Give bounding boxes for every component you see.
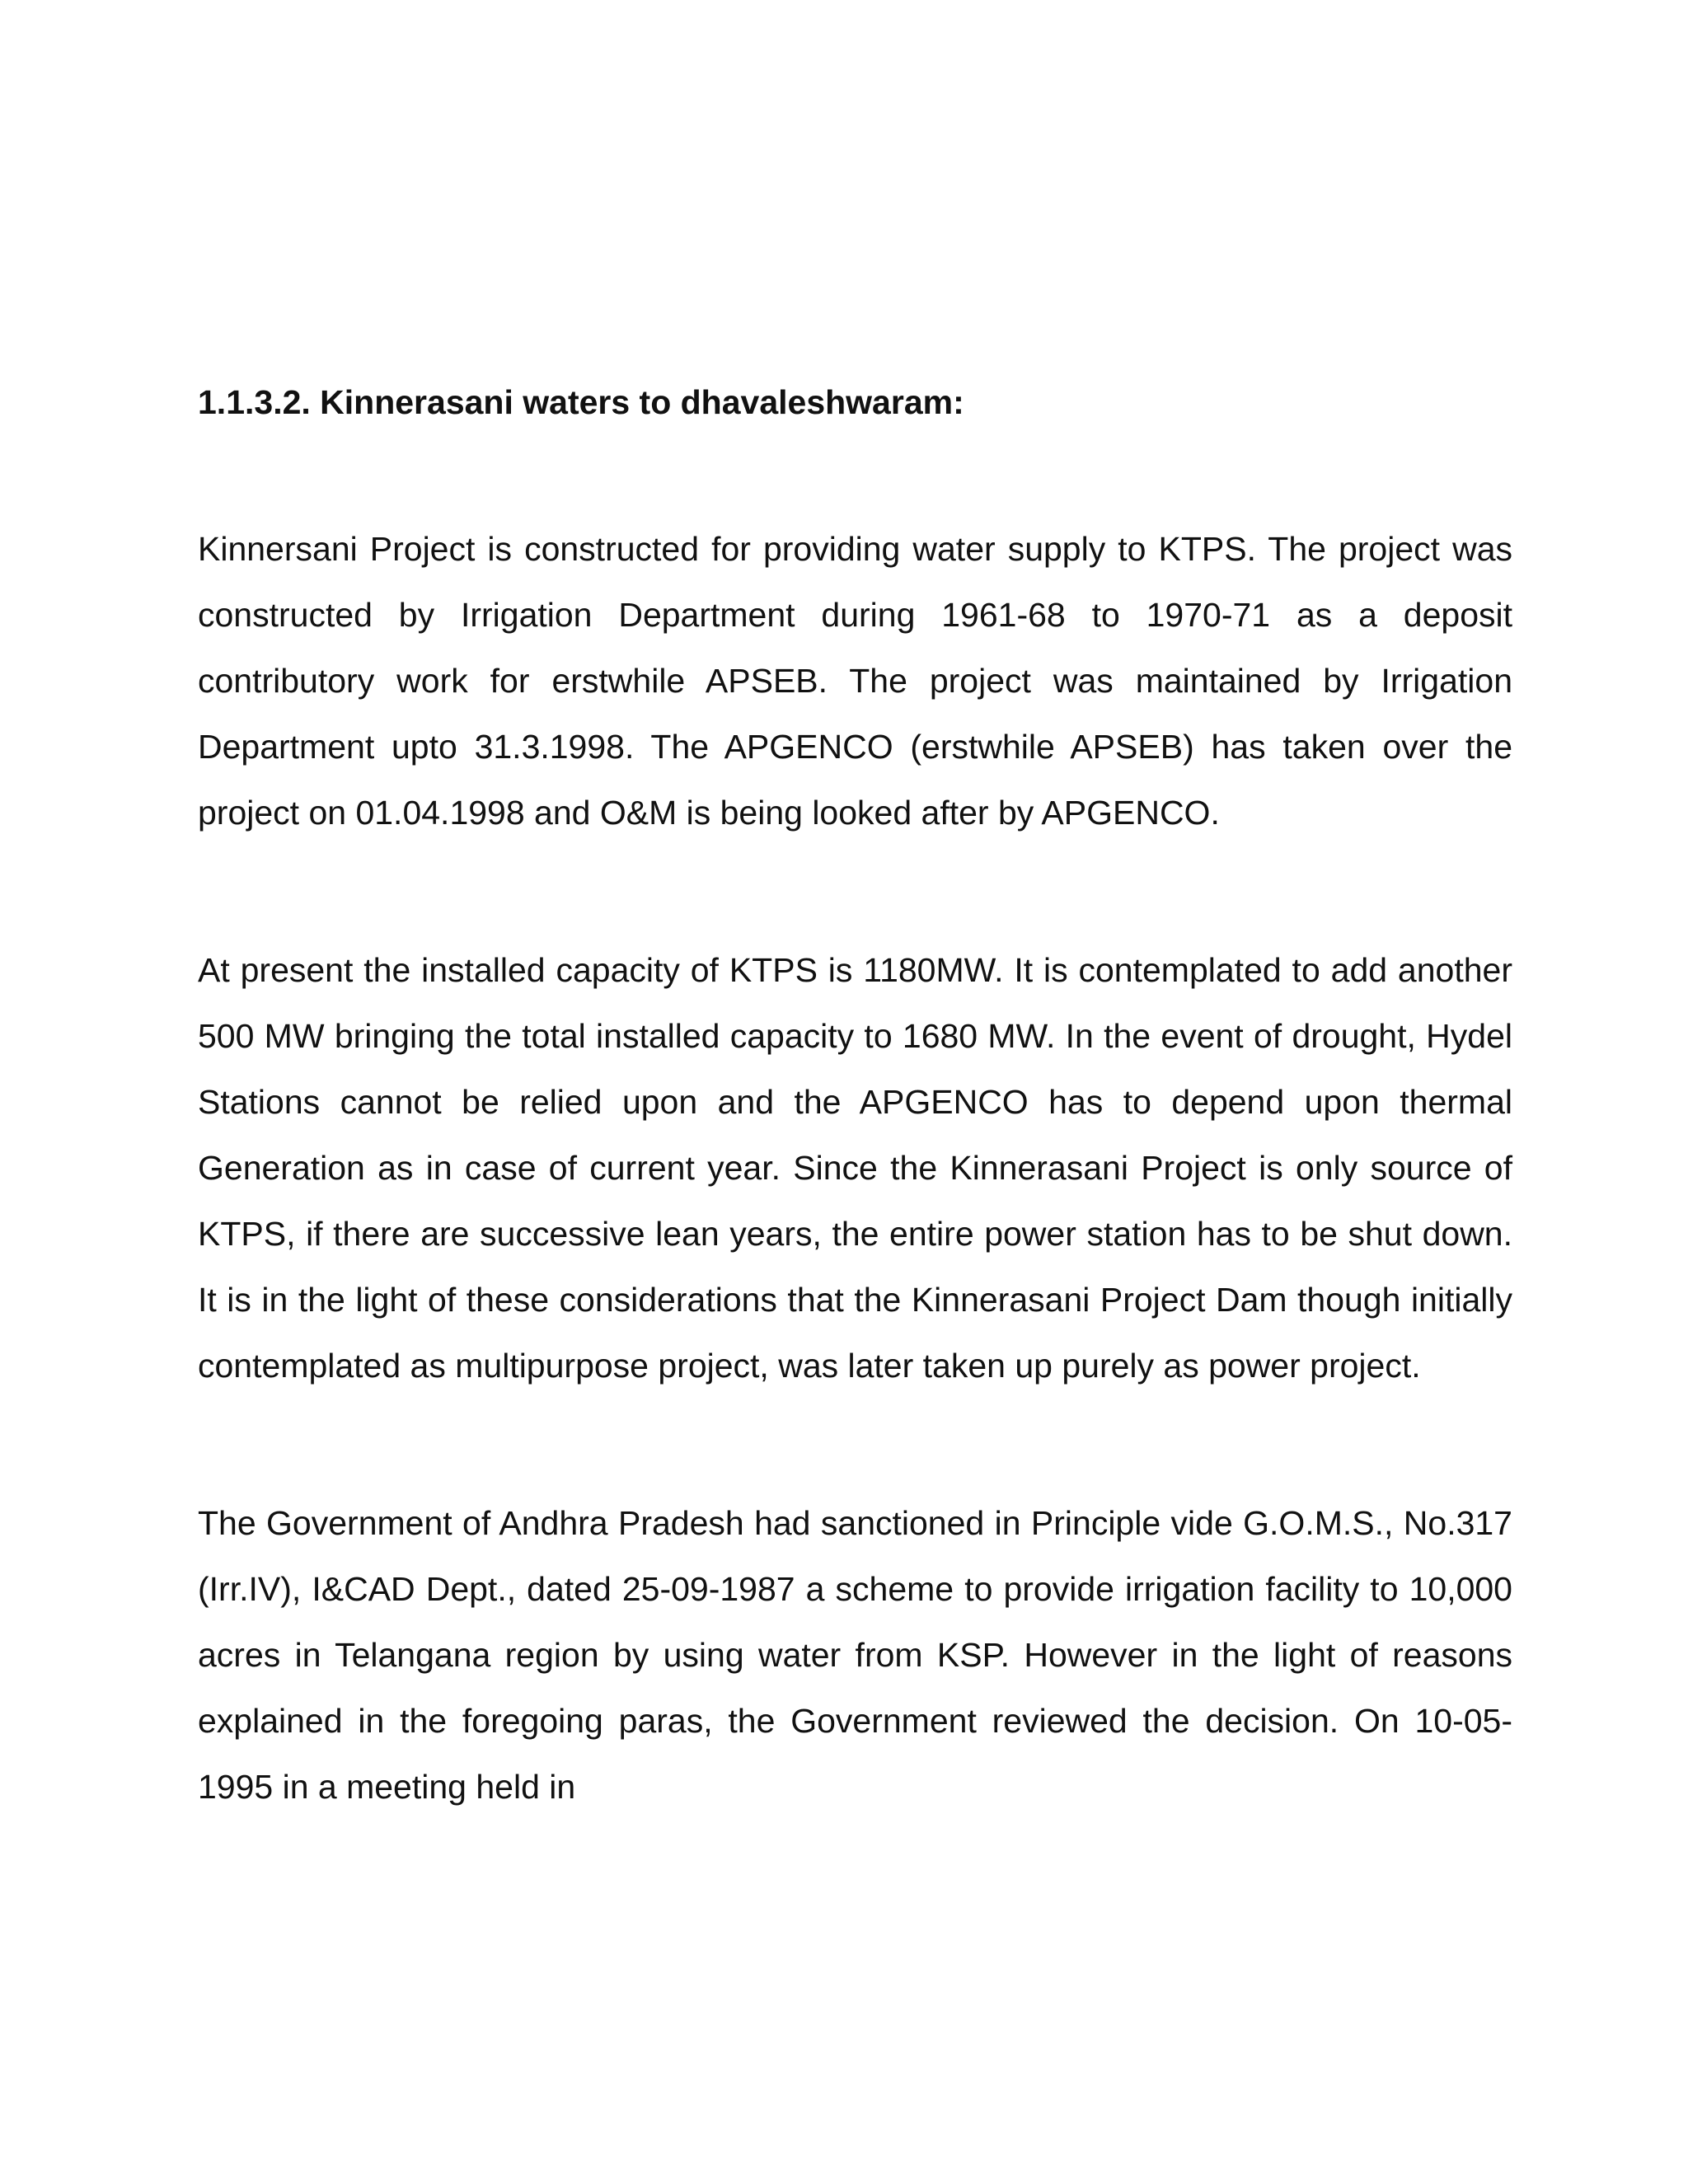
section-heading: 1.1.3.2. Kinnerasani waters to dhavaleshwaram: <box>198 383 964 421</box>
document-body <box>198 377 1512 1820</box>
paragraph-government-sanction: The Government of Andhra Pradesh had sanctioned in Principle vide G.O.M.S., No.317 (Irr.IV), I&CAD Dept., dated 25-09-1987 a scheme to provide irrigation facility to 10,000 acres in Telangana region by using water from KSP. However in the light of reasons explained in the foregoing paras, the Government reviewed the decision. On 10-05-1995 in a meeting held in <box>198 1504 1512 1806</box>
paragraph-project-history: Kinnersani Project is constructed for providing water supply to KTPS. The project was constructed by Irrigation Department during 1961-68 to 1970-71 as a deposit contributory work for erstwhile APSEB. The project was maintained by Irrigation Department upto 31.3.1998. The APGENCO (erstwhile APSEB) has taken over the project on 01.04.1998 and O&M is being looked after by APGENCO. <box>198 530 1512 832</box>
paragraph-installed-capacity: At present the installed capacity of KTPS is 1180MW. It is contemplated to add another 500 MW bringing the total installed capacity to 1680 MW. In the event of drought, Hydel Stations cannot be relied upon and the APGENCO has to depend upon thermal Generation as in case of current year. Since the Kinnerasani Project is only source of KTPS, if there are successive lean years, the entire power station has to be shut down. It is in the light of these considerations that the Kinnerasani Project Dam though initially contemplated as multipurpose project, was later taken up purely as power project. <box>198 951 1512 1385</box>
